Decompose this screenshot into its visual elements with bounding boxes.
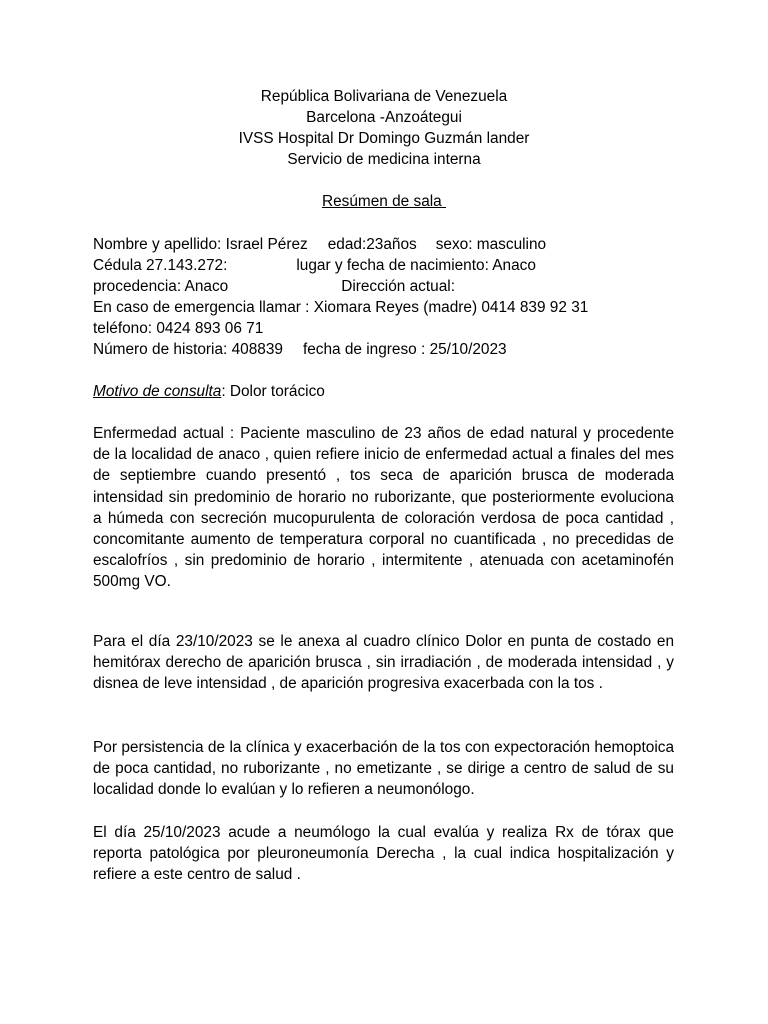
patient-birthplace: lugar y fecha de nacimiento: Anaco: [296, 257, 536, 274]
header-hospital: IVSS Hospital Dr Domingo Guzmán lander: [238, 130, 530, 147]
document-title: Resúmen de sala: [321, 193, 447, 210]
consult-reason-label: Motivo de consulta: [93, 383, 222, 400]
paragraph-xray: El día 25/10/2023 acude a neumólogo la cual evalúa y realiza Rx de tórax que reporta patológica por pleuroneumonía Derecha , la cual indica hospitalización y refiere a este centro de salud .: [93, 824, 674, 884]
document-header: [0, 86, 768, 170]
patient-line-origin: [93, 276, 455, 297]
patient-sex: sexo: masculino: [435, 236, 547, 253]
patient-age: edad:23años: [327, 236, 417, 253]
patient-line-history: [93, 339, 507, 360]
patient-phone: teléfono: 0424 893 06 71: [93, 320, 264, 337]
paragraph-hemoptysis: Por persistencia de la clínica y exacerbación de la tos con expectoración hemoptoica de poca cantidad, no ruborizante , no emetizante , se dirige a centro de salud de su localidad donde lo evalúan y lo refieren a neumonólogo.: [93, 739, 674, 799]
consult-reason: [93, 381, 325, 402]
patient-history-number: Número de historia: 408839: [93, 341, 283, 358]
paragraph-chest-pain: Para el día 23/10/2023 se le anexa al cuadro clínico Dolor en punta de costado en hemitórax derecho de aparición brusca , sin irradiación , de moderada intensidad , y disnea de leve intensidad , de aparición progresiva exacerbada con la tos .: [93, 633, 674, 693]
patient-name: Nombre y apellido: Israel Pérez: [93, 236, 308, 253]
patient-id: Cédula 27.143.272:: [93, 257, 228, 274]
patient-address: Dirección actual:: [341, 278, 455, 295]
patient-line-name: [93, 234, 546, 255]
paragraph-current-illness: Enfermedad actual : Paciente masculino de 23 años de edad natural y procedente de la localidad de anaco , quien refiere inicio de enfermedad actual a finales del mes de septiembre cuando presentó , tos seca de aparición brusca de moderada intensidad sin predominio de horario no ruborizante, que posteriormente evoluciona a húmeda con secreción mucopurulenta de coloración verdosa de poca cantidad , concomitante aumento de temperatura corporal no cuantificada , no precedidas de escalofríos , sin predominio de horario , intermitente , atenuada con acetaminofén 500mg VO.: [93, 425, 674, 591]
patient-admission-date: fecha de ingreso : 25/10/2023: [302, 341, 507, 358]
patient-line-id: [93, 255, 536, 276]
consult-reason-value: : Dolor torácico: [221, 383, 325, 400]
patient-emergency-contact: En caso de emergencia llamar : Xiomara Reyes (madre) 0414 839 92 31: [93, 299, 589, 316]
header-country: República Bolivariana de Venezuela: [260, 88, 508, 105]
header-service: Servicio de medicina interna: [287, 151, 481, 168]
patient-origin: procedencia: Anaco: [93, 278, 229, 295]
header-city: Barcelona -Anzoátegui: [306, 109, 462, 126]
